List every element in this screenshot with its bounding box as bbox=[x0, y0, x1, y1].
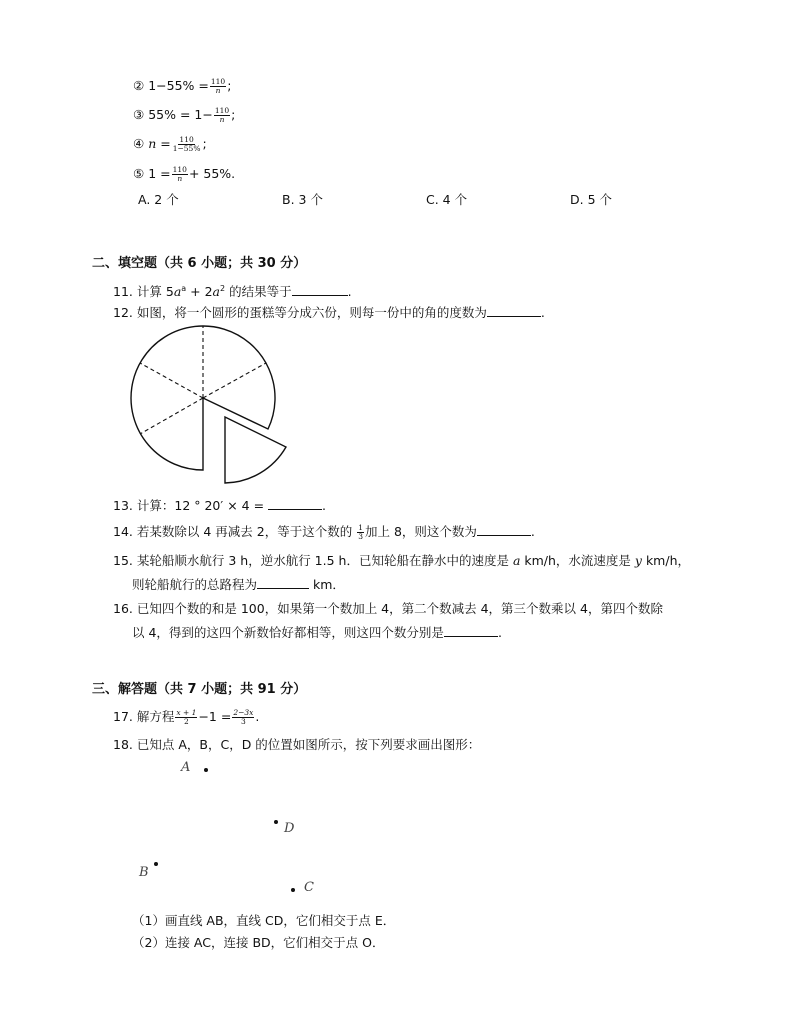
q16-answer-blank[interactable] bbox=[444, 625, 498, 637]
q14-answer-blank[interactable] bbox=[477, 524, 531, 536]
q18: 18. 已知点 A，B，C，D 的位置如图所示，按下列要求画出图形： bbox=[113, 737, 481, 752]
point-b-label: B bbox=[139, 865, 149, 880]
q10-choice-c: C. 4 个 bbox=[426, 192, 468, 207]
q14: 14. 若某数除以 4 再减去 2，等于这个数的 $\frac{1}{3}$ 加上 8，则这个数为 . bbox=[113, 523, 535, 541]
q15-line1: 15. 某轮船顺水航行 3 h，逆水航行 1.5 h．已知轮船在静水中的速度是 a km/h，水流速度是 y km/h， bbox=[113, 553, 690, 568]
q15-line2: 则轮船航行的总路程为 km． bbox=[132, 577, 345, 592]
q16-line2: 以 4，得到的这四个新数恰好都相等，则这四个数分别是 . bbox=[132, 625, 502, 640]
q11-answer-blank[interactable] bbox=[292, 284, 348, 296]
q10-choice-a: A. 2 个 bbox=[138, 192, 179, 207]
cake-cut-line bbox=[140, 363, 203, 398]
q10-option-3: ③ 55% = 1− $\frac{110}{n}$ ; bbox=[133, 106, 236, 124]
q12-answer-blank[interactable] bbox=[487, 305, 541, 317]
point-b bbox=[154, 862, 158, 866]
cake-cut-line bbox=[203, 363, 266, 398]
q12: 12. 如图，将一个圆形的蛋糕等分成六份，则每一份中的角的度数为 . bbox=[113, 305, 545, 320]
q10-choice-b: B. 3 个 bbox=[282, 192, 323, 207]
q16-line1: 16. 已知四个数的和是 100，如果第一个数加上 4，第二个数减去 4，第三个数乘以 4，第四个数除 bbox=[113, 601, 663, 616]
point-a-label: A bbox=[181, 760, 191, 775]
point-d-label: D bbox=[284, 821, 295, 836]
point-d bbox=[274, 820, 278, 824]
cake-slice-removed bbox=[225, 417, 286, 483]
q10-option-5: ⑤ 1 = $\frac{110}{n}$ + 55%. bbox=[133, 165, 236, 183]
cake-figure bbox=[130, 325, 295, 485]
section-fill-in-title: 二、填空题（共 6 小题；共 30 分） bbox=[92, 256, 307, 271]
q18-sub1: （1）画直线 AB，直线 CD，它们相交于点 E． bbox=[132, 913, 396, 928]
q13-answer-blank[interactable] bbox=[268, 498, 322, 510]
point-c bbox=[291, 888, 295, 892]
point-c-label: C bbox=[304, 880, 314, 895]
q18-sub2: （2）连接 AC，连接 BD，它们相交于点 O． bbox=[132, 935, 385, 950]
q17: 17. 解方程 $\frac{x + 1}{2}$ −1 = $\frac{2-3x}{3}$ . bbox=[113, 708, 260, 726]
q11: 11. 计算 $5a^a + 2a^2$ 的结果等于 . bbox=[113, 284, 352, 300]
point-a bbox=[204, 768, 208, 772]
q15-answer-blank[interactable] bbox=[257, 577, 309, 589]
q10-option-4: ④ n = $\frac{110}{1-55\%}$ ; bbox=[133, 135, 207, 153]
q13: 13. 计算：12 ° 20′ × 4 = . bbox=[113, 498, 327, 513]
q10-choice-d: D. 5 个 bbox=[570, 192, 612, 207]
cake-cut-line bbox=[140, 398, 203, 434]
q10-option-2: ② 1−55% = $\frac{110}{n}$ ; bbox=[133, 77, 232, 95]
section-solve-title: 三、解答题（共 7 小题；共 91 分） bbox=[92, 682, 307, 697]
